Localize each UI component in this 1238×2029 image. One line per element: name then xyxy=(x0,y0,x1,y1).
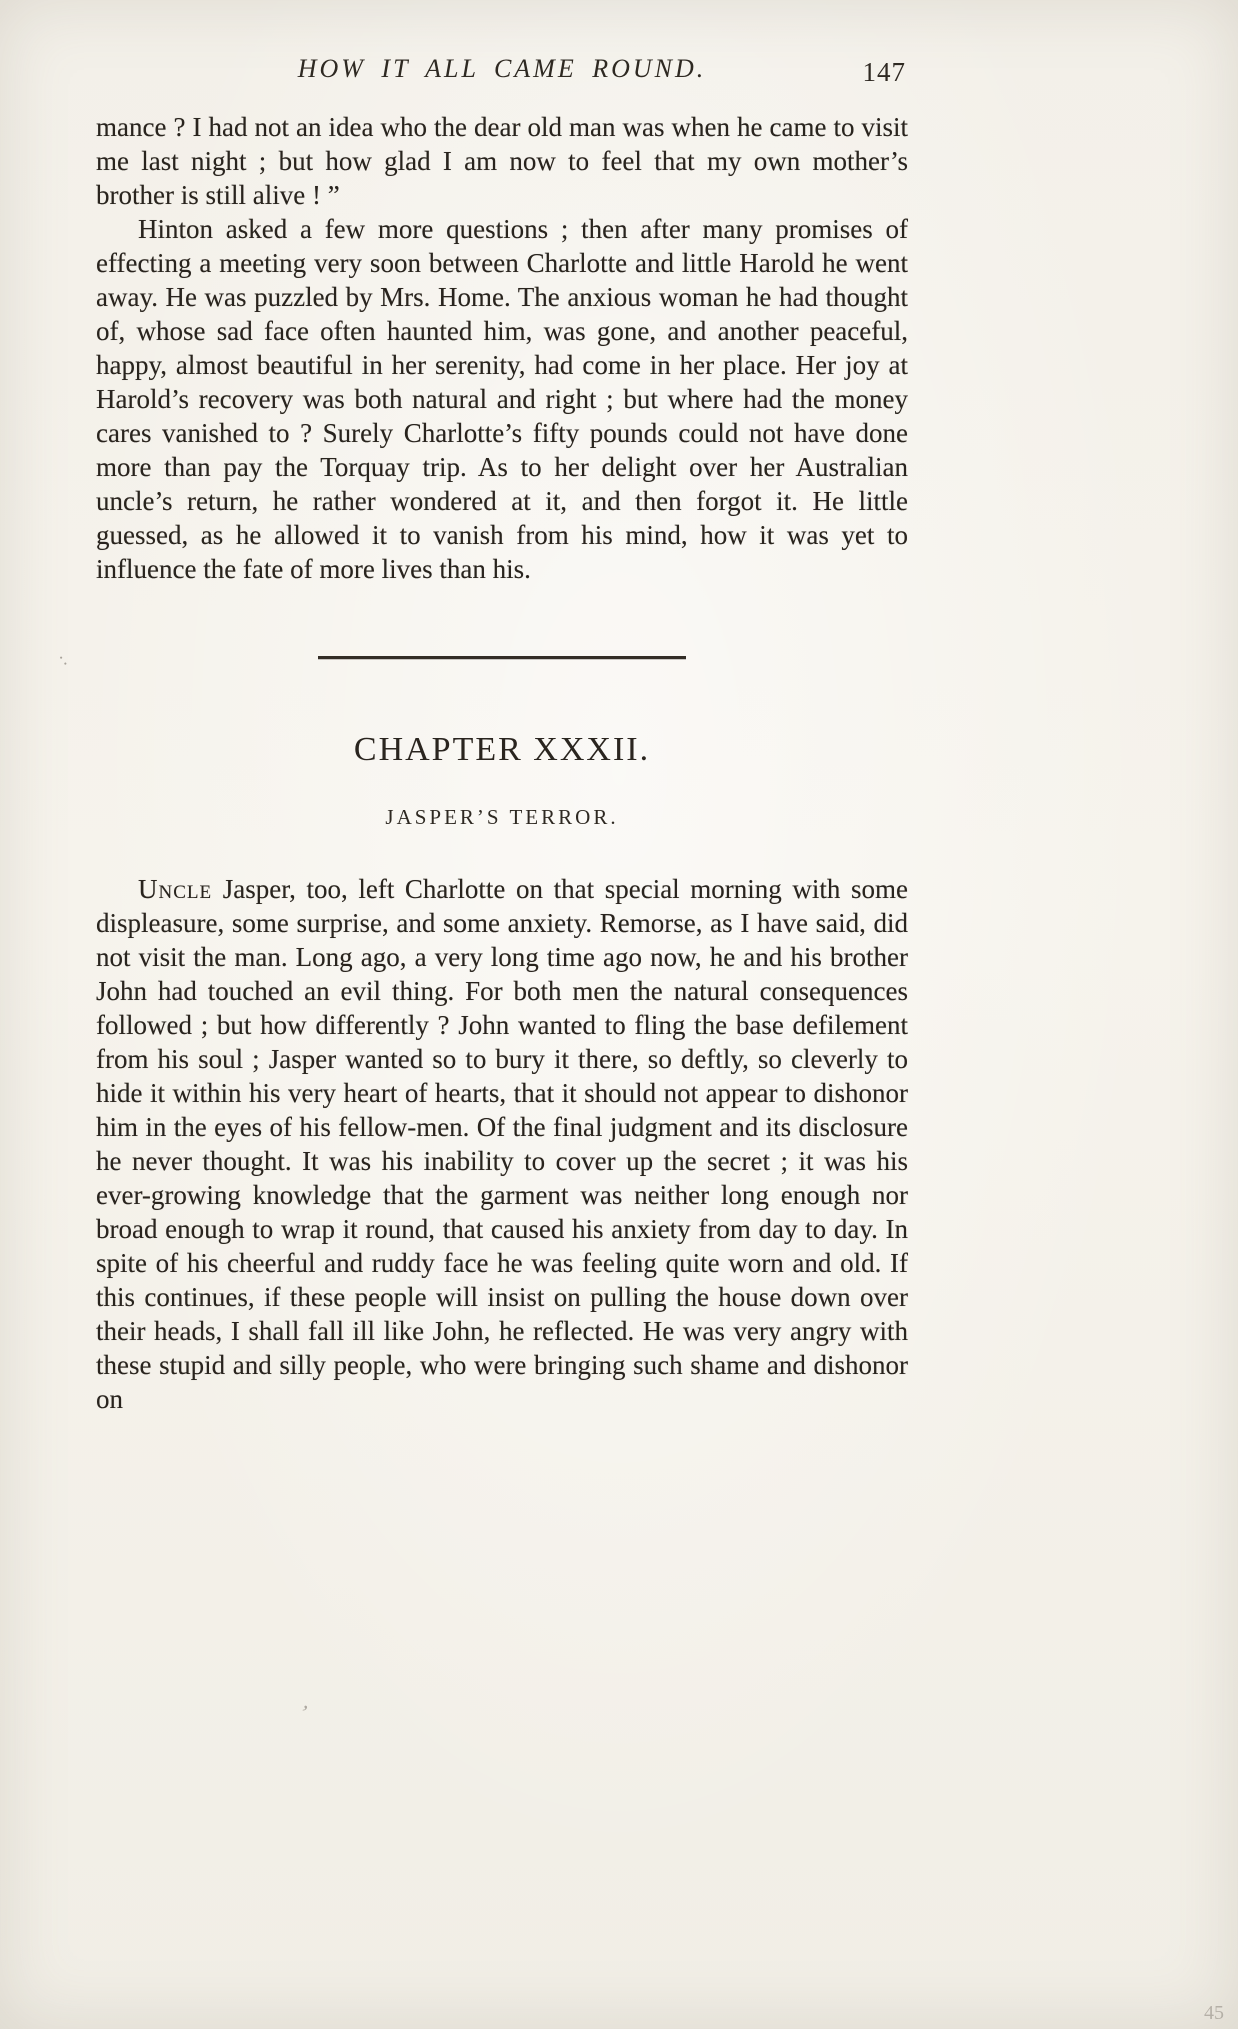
scan-artifact: ’ xyxy=(296,1699,312,1726)
chapter-lead-word: Uncle xyxy=(138,874,213,904)
page-header xyxy=(96,54,908,96)
scan-artifact: 45 xyxy=(1204,2002,1224,2024)
chapter-heading: CHAPTER XXXII. xyxy=(353,731,651,768)
body-paragraph: mance ? I had not an idea who the dear old man was when he came to visit me last night ; but how glad I am now to feel that my own mother’s brother is still alive ! ” xyxy=(96,112,908,210)
page-number: 147 xyxy=(862,57,906,87)
section-divider xyxy=(318,656,686,659)
text-block xyxy=(96,110,908,1416)
chapter-paragraph xyxy=(96,872,908,1416)
scan-artifact: ·. xyxy=(56,647,71,669)
chapter-paragraph-text: Jasper, too, left Charlotte on that special morning with some displeasure, some surprise, and some anxiety. Remorse, as I have said, did not visit the man. Long ago, a very long time ago now, he and his brother John had touched an evil thing. For both men the natural consequences followed ; but how differently ? John wanted to fling the base defilement from his soul ; Jasper wanted so to bury it there, so deftly, so cleverly to hide it within his very heart of hearts, that it should not appear to dishonor him in the eyes of his fellow-men. Of the final judgment and its disclosure he never thought. It was his inability to cover up the secret ; it was his ever-growing knowledge that the garment was neither long enough nor broad enough to wrap it round, that caused his anxiety from day to day. In spite of his cheerful and ruddy face he was feeling quite worn and old. If this continues, if these people will insist on pulling the house down over their heads, I shall fall ill like John, he reflected. He was very angry with these stupid and silly people, who were bringing such shame and dishonor on xyxy=(96,874,908,1414)
body-paragraph: Hinton asked a few more questions ; then after many promises of effecting a meeting very soon between Charlotte and little Harold he went away. He was puzzled by Mrs. Home. The anxious woman he had thought of, whose sad face often haunted him, was gone, and another peaceful, happy, almost beautiful in her serenity, had come in her place. Her joy at Harold’s recovery was both natural and right ; but where had the money cares vanished to ? Surely Charlotte’s fifty pounds could not have done more than pay the Torquay trip. As to her delight over her Australian uncle’s return, he rather wondered at it, and then forgot it. He little guessed, as he allowed it to vanish from his mind, how it was yet to influence the fate of more lives than his. xyxy=(96,214,908,584)
running-title: HOW IT ALL CAME ROUND. xyxy=(297,54,707,83)
chapter-subtitle: JASPER’S TERROR. xyxy=(385,805,619,829)
